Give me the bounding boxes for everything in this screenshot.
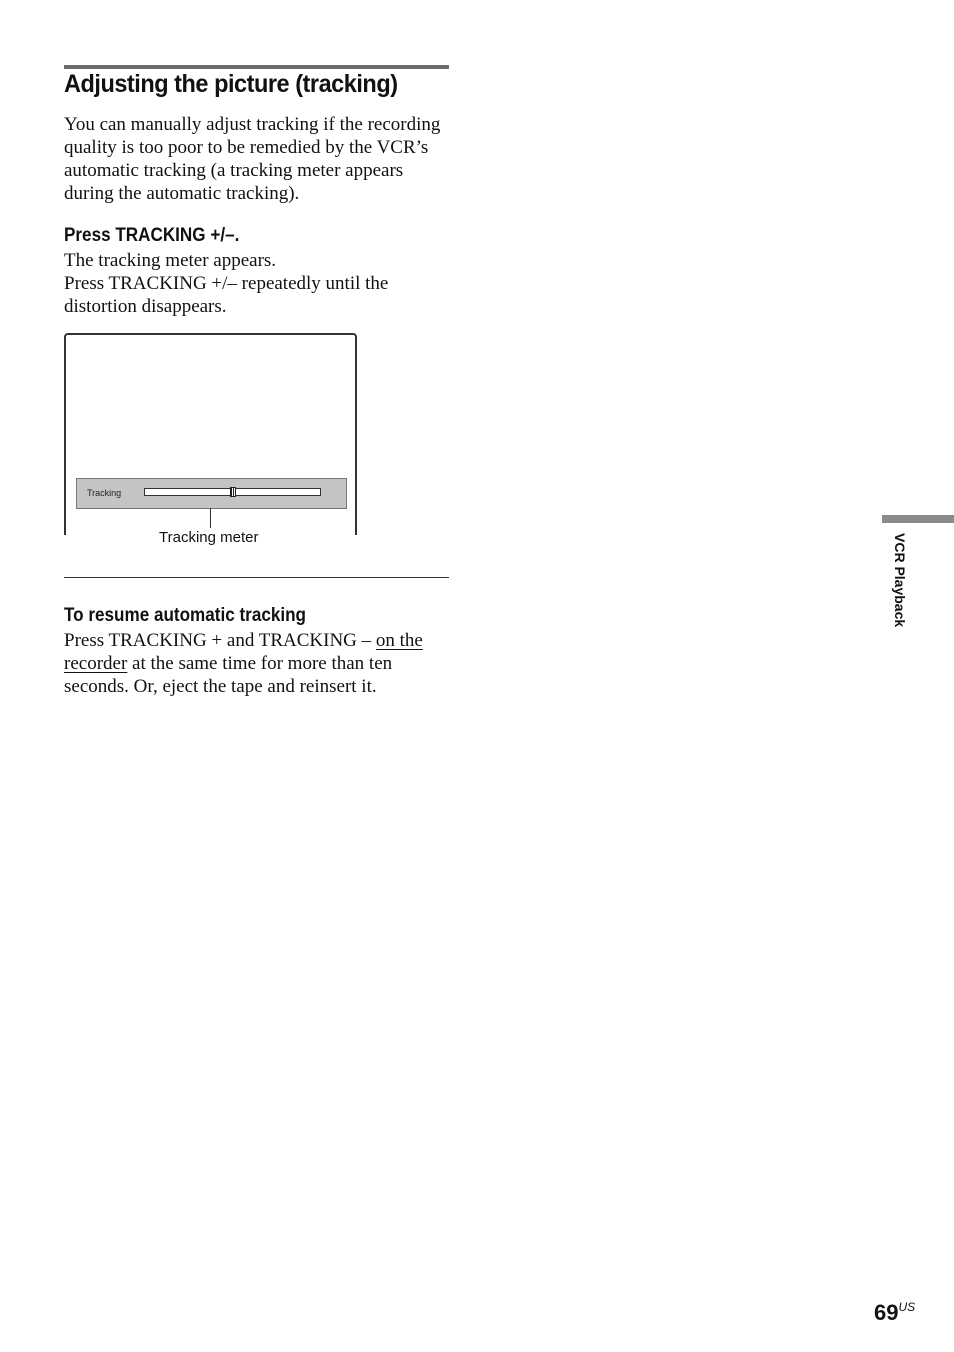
page-number-suffix: US [898,1300,916,1314]
page-number [874,1300,915,1326]
step-heading: Press TRACKING +/–. [64,225,240,246]
resume-underlined-text: on the recorder [64,630,423,674]
tracking-meter-bar [144,488,321,496]
step-line-2: Press TRACKING +/– repeatedly until the distortion disappears. [64,273,389,317]
resume-paragraph [64,629,449,698]
page-title: Adjusting the picture (tracking) [64,70,398,98]
section-divider [64,577,449,578]
side-tab-label: VCR Playback [892,533,908,628]
tv-screen-illustration [64,333,357,535]
resume-heading: To resume automatic tracking [64,605,307,626]
page-number-value: 69 [874,1300,899,1325]
side-tab-bar [882,515,954,523]
resume-text-before: Press TRACKING + and TRACKING – [64,630,376,651]
intro-paragraph: You can manually adjust tracking if the recording quality is too poor to be remedied by the VCR’s automatic tracking (a tracking meter appears during the automatic tracking). [64,114,441,204]
tracking-meter-indicator [230,487,236,497]
tracking-meter-panel [76,478,347,509]
tracking-meter-callout: Tracking meter [159,529,259,546]
callout-line [210,508,211,528]
step-text [64,249,454,318]
tracking-meter-label: Tracking [87,488,122,498]
step-line-1: The tracking meter appears. [64,250,277,271]
resume-text-after: at the same time for more than ten seconds. Or, eject the tape and reinsert it. [64,653,393,697]
